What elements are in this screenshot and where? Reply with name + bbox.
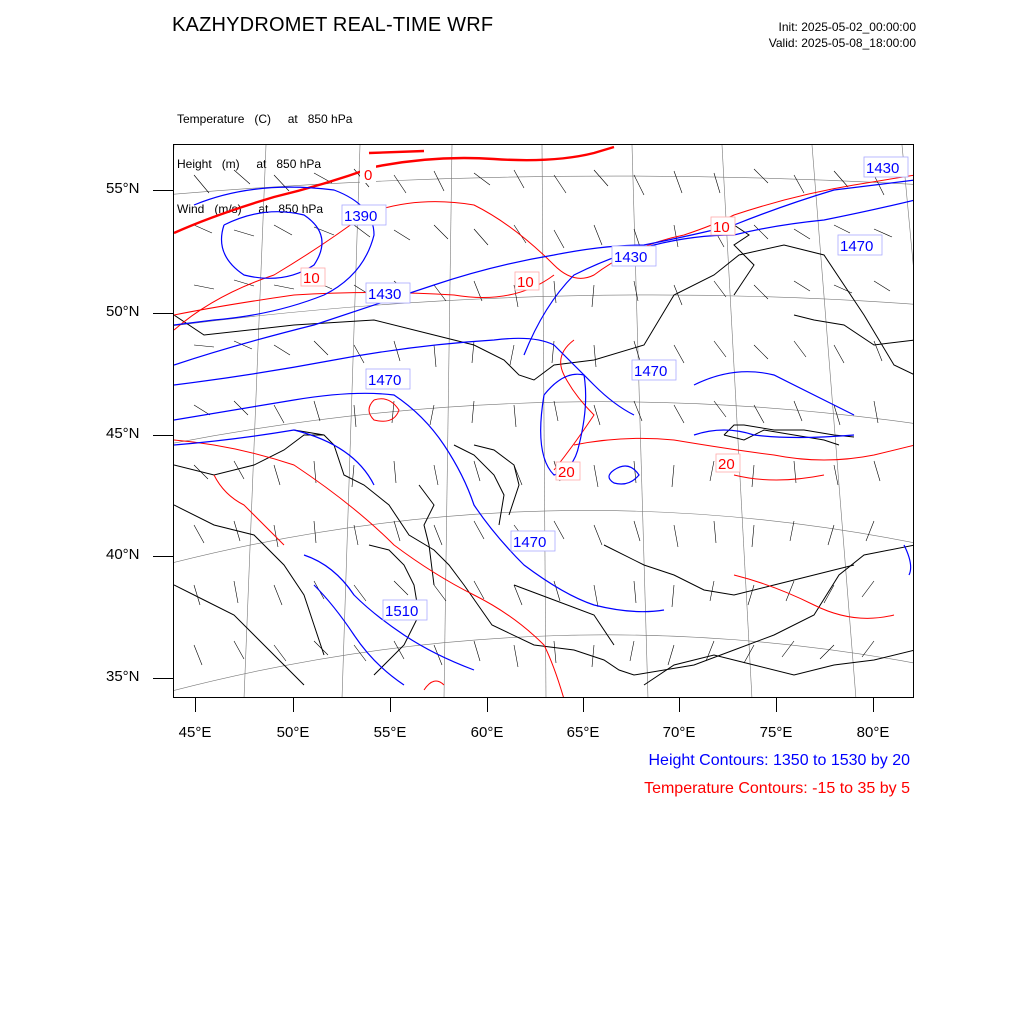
lon-tick (776, 698, 777, 712)
border-line (174, 585, 304, 685)
map-panel (173, 144, 914, 698)
temperature-contour (174, 275, 554, 315)
temperature-contour (424, 681, 444, 690)
temperature-contour-20 (554, 340, 594, 470)
temperature-label (515, 272, 539, 291)
lon-tick (487, 698, 488, 712)
height-label-text: 1470 (513, 534, 547, 551)
wind-variable: Wind (m/s) at 850 hPa (177, 202, 324, 216)
temperature-contour (734, 475, 824, 480)
lat-label-45: 45°N (106, 425, 140, 442)
graticule-lon-line (632, 145, 648, 698)
lon-label-45: 45°E (178, 724, 212, 741)
lon-tick (293, 698, 294, 712)
temperature-variable: Temperature (C) at 850 hPa (177, 112, 353, 126)
lon-label-70: 70°E (662, 724, 696, 741)
temperature-label-text: 20 (718, 456, 735, 473)
lat-tick (153, 678, 173, 679)
init-time: Init: 2025-05-02_00:00:00 (778, 20, 916, 34)
border-line (604, 545, 854, 595)
height-label (342, 205, 386, 225)
height-label (511, 531, 555, 551)
border-line (294, 430, 914, 675)
height-contour-1470 (174, 393, 664, 611)
height-label (838, 235, 882, 255)
height-label-text: 1430 (866, 160, 900, 177)
temperature-contour-20 (174, 440, 564, 698)
height-label-text: 1430 (614, 249, 648, 266)
temperature-contour (214, 475, 284, 545)
wind-barb (194, 401, 878, 427)
border-line (514, 585, 614, 645)
temperature-contour-20 (574, 438, 914, 460)
graticule-lon-line (902, 145, 914, 698)
temperature-label-text: 10 (303, 270, 320, 287)
border-line (174, 245, 914, 380)
temperature-contour-0 (174, 147, 614, 233)
temperature-label-text: 10 (713, 219, 730, 236)
wind-barb (194, 461, 880, 487)
border-line (174, 435, 324, 475)
lon-tick (390, 698, 391, 712)
graticule-lon-line (444, 145, 452, 698)
temperature-label-text: 10 (517, 274, 534, 291)
lon-label-65: 65°E (566, 724, 600, 741)
height-label (366, 283, 410, 303)
graticule-lon-line (342, 145, 360, 698)
wind-barb (194, 341, 882, 367)
height-label-text: 1470 (634, 363, 668, 380)
lon-label-60: 60°E (470, 724, 504, 741)
height-label (366, 369, 410, 389)
map-canvas (174, 145, 914, 698)
height-label-text: 1390 (344, 208, 378, 225)
height-contour-labels (342, 157, 908, 620)
lon-tick (873, 698, 874, 712)
lat-tick (153, 190, 173, 191)
height-label-text: 1430 (368, 286, 402, 303)
height-label-text: 1510 (385, 603, 419, 620)
graticule-lat-line (174, 635, 914, 693)
height-label-text: 1470 (840, 238, 874, 255)
temperature-contour (734, 575, 894, 618)
height-contour (174, 430, 374, 485)
temperature-label (360, 165, 376, 184)
run-times (769, 19, 916, 51)
lat-label-40: 40°N (106, 546, 140, 563)
border-line (644, 650, 914, 685)
temperature-label (711, 217, 735, 236)
border-line (734, 225, 754, 295)
temperature-contour-10 (174, 175, 914, 330)
height-label (612, 246, 656, 266)
height-label (632, 360, 676, 380)
height-label (864, 157, 908, 177)
graticule-lat-line (174, 176, 914, 195)
lon-label-55: 55°E (373, 724, 407, 741)
valid-time: Valid: 2025-05-08_18:00:00 (768, 36, 916, 50)
temperature-label (556, 462, 580, 481)
temperature-contour (369, 399, 399, 422)
lat-tick (153, 313, 173, 314)
height-variable: Height (m) at 850 hPa (177, 157, 322, 171)
lat-label-35: 35°N (106, 668, 140, 685)
height-contour (904, 545, 911, 575)
height-contour (694, 430, 854, 438)
border-line (419, 485, 434, 585)
lon-tick (679, 698, 680, 712)
lon-label-50: 50°E (276, 724, 310, 741)
wind-barb (194, 581, 874, 607)
graticule-lat-line (174, 295, 914, 327)
height-contour-1430 (174, 180, 914, 365)
temperature-contour-legend: Temperature Contours: -15 to 35 by 5 (644, 780, 910, 797)
lat-tick (153, 556, 173, 557)
temperature-label-text: 0 (364, 167, 373, 184)
height-label (383, 600, 427, 620)
lon-tick (195, 698, 196, 712)
wind-barb (194, 280, 890, 307)
height-contour-legend: Height Contours: 1350 to 1530 by 20 (648, 752, 910, 769)
lon-label-80: 80°E (856, 724, 890, 741)
height-label-text: 1470 (368, 372, 402, 389)
graticule-lon-line (812, 145, 856, 698)
lat-label-55: 55°N (106, 180, 140, 197)
lat-label-50: 50°N (106, 303, 140, 320)
graticule-lon-line (244, 145, 266, 698)
temperature-label (301, 268, 325, 287)
graticule-lon-line (542, 145, 546, 698)
temperature-label (716, 454, 740, 473)
temperature-label-text: 20 (558, 464, 575, 481)
graticule (174, 145, 914, 698)
lat-tick (153, 435, 173, 436)
border-line (794, 315, 914, 345)
lon-label-75: 75°E (759, 724, 793, 741)
temperature-contour-0 (369, 151, 424, 153)
lon-tick (583, 698, 584, 712)
chart-title: KAZHYDROMET REAL-TIME WRF (172, 14, 494, 36)
height-contour (541, 374, 586, 475)
